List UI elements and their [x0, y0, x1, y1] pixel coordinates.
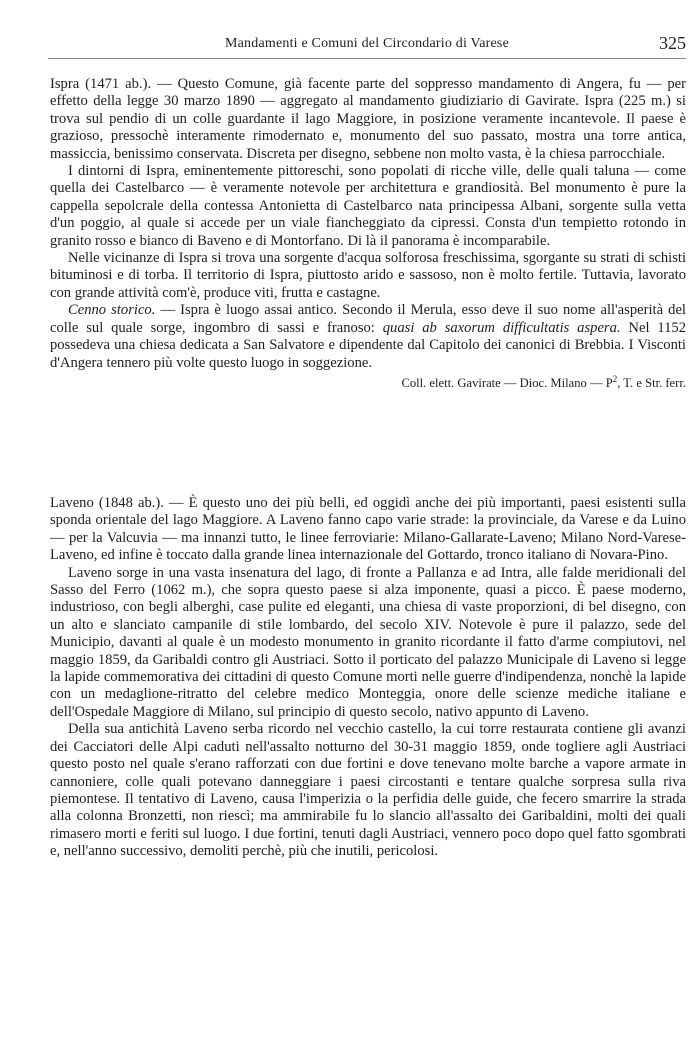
ispra-admin-line [50, 375, 686, 392]
entry-ispra [50, 76, 686, 392]
ispra-p4-text-a: — Ispra è luogo assai antico. Secondo il Merula, esso deve il suo nome all'asperità del colle sul quale sorge, ingombro di sassi e franoso: [50, 302, 686, 336]
laveno-paragraph-1 [50, 495, 686, 565]
laveno-entry-name: Laveno [50, 495, 94, 511]
laveno-p1-text: — È questo uno dei più belli, ed oggidì anche dei più importanti, paesi esistenti sulla sponda orientale del lago Maggiore. A Laveno fanno capo varie strade: la provinciale, da Varese e da Luino — per la Valcuvia — ma innanzi tutto, le linee ferroviarie: Milano-Gallarate-Laveno; Milano Nord-Varese-Laveno, ed infine è toccato dalla grande linea internazionale del Gottardo, tronco italiano di Novara-Pino. [50, 495, 686, 564]
ispra-paragraph-2: I dintorni di Ispra, eminentemente pittoreschi, sono popolati di ricche ville, delle quali taluna — come quella dei Castelbarco — è veramente notevole per architettura e grandiosità. Bel monumento è pure la cappella sepolcrale della contessa Antonietta di Castelbarco nata principessa Albani, sorgente sulla vetta d'un poggio, al quale si accede per un viale fiancheggiato da cipressi. Consta d'un tempietto rotondo in granito rosso e bianco di Baveno e di Montorfano. Di là il panorama è incomparabile. [50, 163, 686, 249]
laveno-population: (1848 ab.). [98, 495, 164, 511]
laveno-paragraph-3: Della sua antichità Laveno serba ricordo nel vecchio castello, la cui torre restaurata contiene gli avanzi dei Cacciatori delle Alpi caduti nell'assalto notturno del 30-31 maggio 1859, onde togliere agli Austriaci questo posto nel quale s'erano rafforzati con due fortini e dove tenevano molte barche a vapore armate in cannoniere, colle quali potevano danneggiare i paesi circostanti e tentare qualche sorpresa sulla riva piemontese. Il tentativo di Laveno, causa l'imperizia o la perfidia delle guide, che fecero smarrire la strada alla colonna Bronzetti, non riescì; ma ammirabile fu lo slancio all'assalto dei Garibaldini, molti dei quali rimasero morti e feriti sul luogo. I due fortini, tenuti dagli Austriaci, vennero poco dopo quel fatto sgombrati e, nell'anno successivo, demoliti perchè, più che inutili, pericolosi. [50, 721, 686, 860]
ispra-paragraph-3: Nelle vicinanze di Ispra si trova una sorgente d'acqua solforosa freschissima, sgorgante su strati di schisti bituminosi e di torba. Il territorio di Ispra, piuttosto arido e sassoso, non è molto fertile. Tuttavia, lavorato con grande attività com'è, produce viti, frutta e castagne. [50, 250, 686, 301]
header-rule [48, 58, 686, 59]
admin-text-a: Coll. elett. Gavirate — Dioc. Milano — P [401, 375, 613, 390]
latin-quote: quasi ab saxorum difficultatis aspera. [382, 319, 621, 336]
admin-superscript: 2 [612, 373, 618, 384]
ispra-paragraph-1 [50, 76, 686, 163]
running-head [48, 30, 686, 60]
ispra-p4-text-b: Nel 1152 possedeva una chiesa dedicata a San Salvatore e dipendente dal Capitolo dei canonici di Brebbia. I Visconti d'Angera tennero più volte questo luogo in soggezione. [50, 319, 687, 371]
ispra-paragraph-4 [50, 302, 686, 372]
historical-note-label: Cenno storico. [68, 302, 156, 319]
page-number: 325 [659, 33, 686, 53]
ispra-entry-name: Ispra [50, 76, 80, 92]
ispra-population: (1471 ab.). [85, 76, 152, 92]
running-title: Mandamenti e Comuni del Circondario di Varese [224, 36, 509, 51]
laveno-paragraph-2: Laveno sorge in una vasta insenatura del lago, di fronte a Pallanza e ad Intra, alle falde meridionali del Sasso del Ferro (1062 m.), che sopra questo paese si alza imponente, quasi a picco. È paese moderno, industrioso, con begli alberghi, case pulite ed eleganti, una chiesa di vaste proporzioni, di bel disegno, con un alto e slanciato campanile di stile lombardo, del secolo XIV. Notevole è pure il palazzo, sede del Municipio, davanti al quale è un modesto monumento in granito ricordante il fatto d'arme compiutovi, nel maggio 1859, da Garibaldi contro gli Austriaci. Sotto il porticato del palazzo Municipale di Laveno si legge la lapide commemorativa dei cittadini di questo Comune morti nelle guerre d'indipendenza, nonchè la lapide con un medaglione-ritratto del celebre medico Monteggia, onore delle scienze mediche italiane e dell'Ospedale Maggiore di Milano, sul principio di questo secolo, nativo appunto di Laveno. [50, 564, 686, 720]
admin-text-b: , T. e Str. ferr. [617, 375, 686, 390]
entry-laveno [50, 495, 686, 861]
ispra-p1-text: — Questo Comune, già facente parte del soppresso mandamento di Angera, fu — per effetto della legge 30 marzo 1890 — aggregato al mandamento giudiziario di Gavirate. Ispra (225 m.) si trova sul pendio di un colle guardante il lago Maggiore, in posizione veramente incantevole. Il paese è grazioso, pressochè interamente rimodernato e, monumento del suo passato, mostra una torre antica, massiccia, benissimo conservata. Discreta per disegno, sebbene non molto vasta, è la chiesa parrocchiale. [50, 76, 686, 162]
